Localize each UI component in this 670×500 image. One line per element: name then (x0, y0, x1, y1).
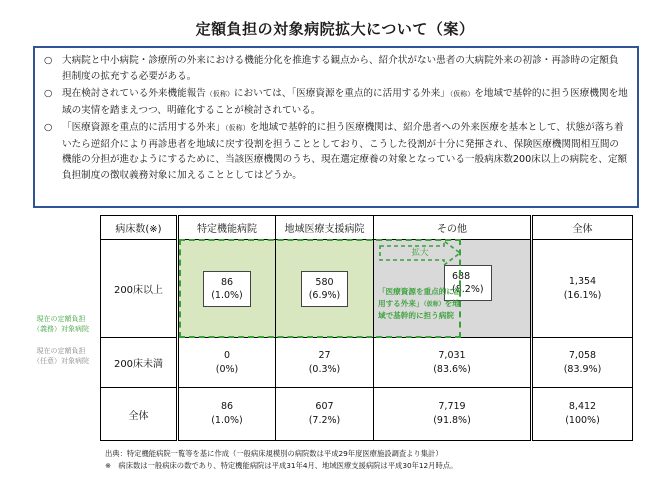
footnotes (105, 448, 625, 472)
page-title: 定額負担の対象病院拡大について（案） (195, 20, 475, 38)
cell-count: 27 (318, 349, 331, 361)
cell-count: 1,354 (568, 275, 597, 287)
cell-count: 7,719 (438, 401, 466, 412)
table-cell (276, 388, 374, 441)
bullet-text: 「医療資源を重点的に活用する外来」 (62, 122, 226, 133)
header-bed-count: 病床数(※) (101, 216, 178, 240)
bullet-text: 大病院と中小病院・診療所の外来における機能分化を推進する観点から、紹介状がない患者の大病院外来の初診・再診時の定額負担制度の拡充する必要がある。 (62, 55, 619, 82)
cell-percent: (91.8%) (433, 415, 471, 426)
bullet-item (44, 53, 628, 84)
bullet-text-small: （仮称） (225, 124, 250, 132)
bullet-mark: ○ (44, 88, 53, 99)
cell-percent: (1.0%) (211, 415, 243, 426)
table-header-row (101, 216, 633, 240)
table-row (101, 338, 633, 388)
table-cell (532, 388, 633, 441)
header-special-function: 特定機能病院 (178, 216, 276, 240)
cell-count: 7,058 (568, 349, 597, 361)
cell-count: 86 (220, 401, 234, 412)
legend-mandatory: 現在の定額負担（義務）対象病院 (33, 315, 89, 333)
expand-label: 拡大 (411, 248, 429, 258)
table-row (101, 388, 633, 441)
table-cell (374, 388, 532, 441)
cell-count: 0 (223, 349, 231, 361)
bullet-text: を地域で基幹的に担う医療機関を地域の実情を踏まえつつ、明確化することが検討されている。 (62, 88, 628, 116)
bed-count-note: ※ 病床数は一般病床の数であり、特定機能病院は平成31年4月、地域医療支援病院は平成30年12月時点。 (105, 461, 458, 470)
note-text: 「医療資源を重点的に活用する外来」 (378, 287, 462, 308)
cell-percent: (1.0%) (211, 289, 243, 301)
bullet-text: においては、「医療資源を重点的に活用する外来」 (233, 88, 450, 99)
bullet-text-small: （仮称） (449, 90, 475, 98)
cell-percent: (8.2%) (452, 283, 484, 295)
row-label: 200床未満 (101, 338, 178, 388)
table-cell (178, 338, 276, 388)
table-cell (276, 338, 374, 388)
bullet-item (44, 120, 628, 183)
note-text: を地域で基幹的に担う病院 (378, 298, 460, 320)
focused-outpatient-note (378, 286, 464, 322)
source-note: 出典：特定機能病院一覧等を基に作成（一般病床規模別の病院数は平成29年度医療施設調査より集計） (105, 449, 443, 458)
cell-count: 688 (452, 270, 471, 282)
cell-count: 86 (220, 276, 234, 288)
table-cell (532, 338, 633, 388)
cell-count: 8,412 (568, 401, 597, 412)
bullet-text: を地域で基幹的に担う医療機関は、紹介患者への外来医療を基本として、状態が落ち着いたら逆紹介により再診患者を地域に戻す役割を担うこととしており、こうした役割が十分に発揮され、保険医療機関間相互間の機能の分担が進むようにするために、当該医療機関のうち、現在選定療養の対象となっている一般病床数200床以上の病院を、定額負担制度の徴収義務対象に加えることとしてはどうか。 (62, 122, 628, 181)
cell-percent: (7.2%) (308, 415, 341, 426)
table-cell (374, 338, 532, 388)
cell-count: 7,031 (438, 349, 466, 361)
cell-count: 607 (315, 401, 334, 412)
header-regional-support: 地域医療支援病院 (276, 216, 374, 240)
cell-count: 580 (315, 276, 334, 288)
table-cell (532, 240, 633, 338)
bullet-text: 現在検討されている外来機能報告 (62, 88, 206, 99)
table-cell (178, 388, 276, 441)
cell-percent: (16.1%) (563, 289, 602, 301)
cell-percent: (100%) (565, 415, 600, 426)
cell-percent: (83.9%) (563, 363, 602, 375)
cell-percent: (0.3%) (308, 363, 341, 375)
cell-percent: (0%) (215, 363, 239, 375)
header-other: その他 (374, 216, 532, 240)
summary-box (33, 46, 639, 208)
legend-optional: 現在の定額負担（任意）対象病院 (33, 347, 89, 365)
bullet-mark: ○ (44, 55, 53, 66)
header-total: 全体 (532, 216, 633, 240)
bullet-item (44, 86, 628, 118)
row-label: 全体 (101, 388, 178, 441)
note-text-small: （仮称） (423, 300, 445, 308)
cell-percent: (83.6%) (433, 363, 471, 375)
bullet-text-small: （仮称） (205, 90, 234, 98)
row-label: 200床以上 (101, 240, 178, 338)
cell-percent: (6.9%) (308, 289, 341, 301)
bullet-mark: ○ (44, 122, 53, 133)
